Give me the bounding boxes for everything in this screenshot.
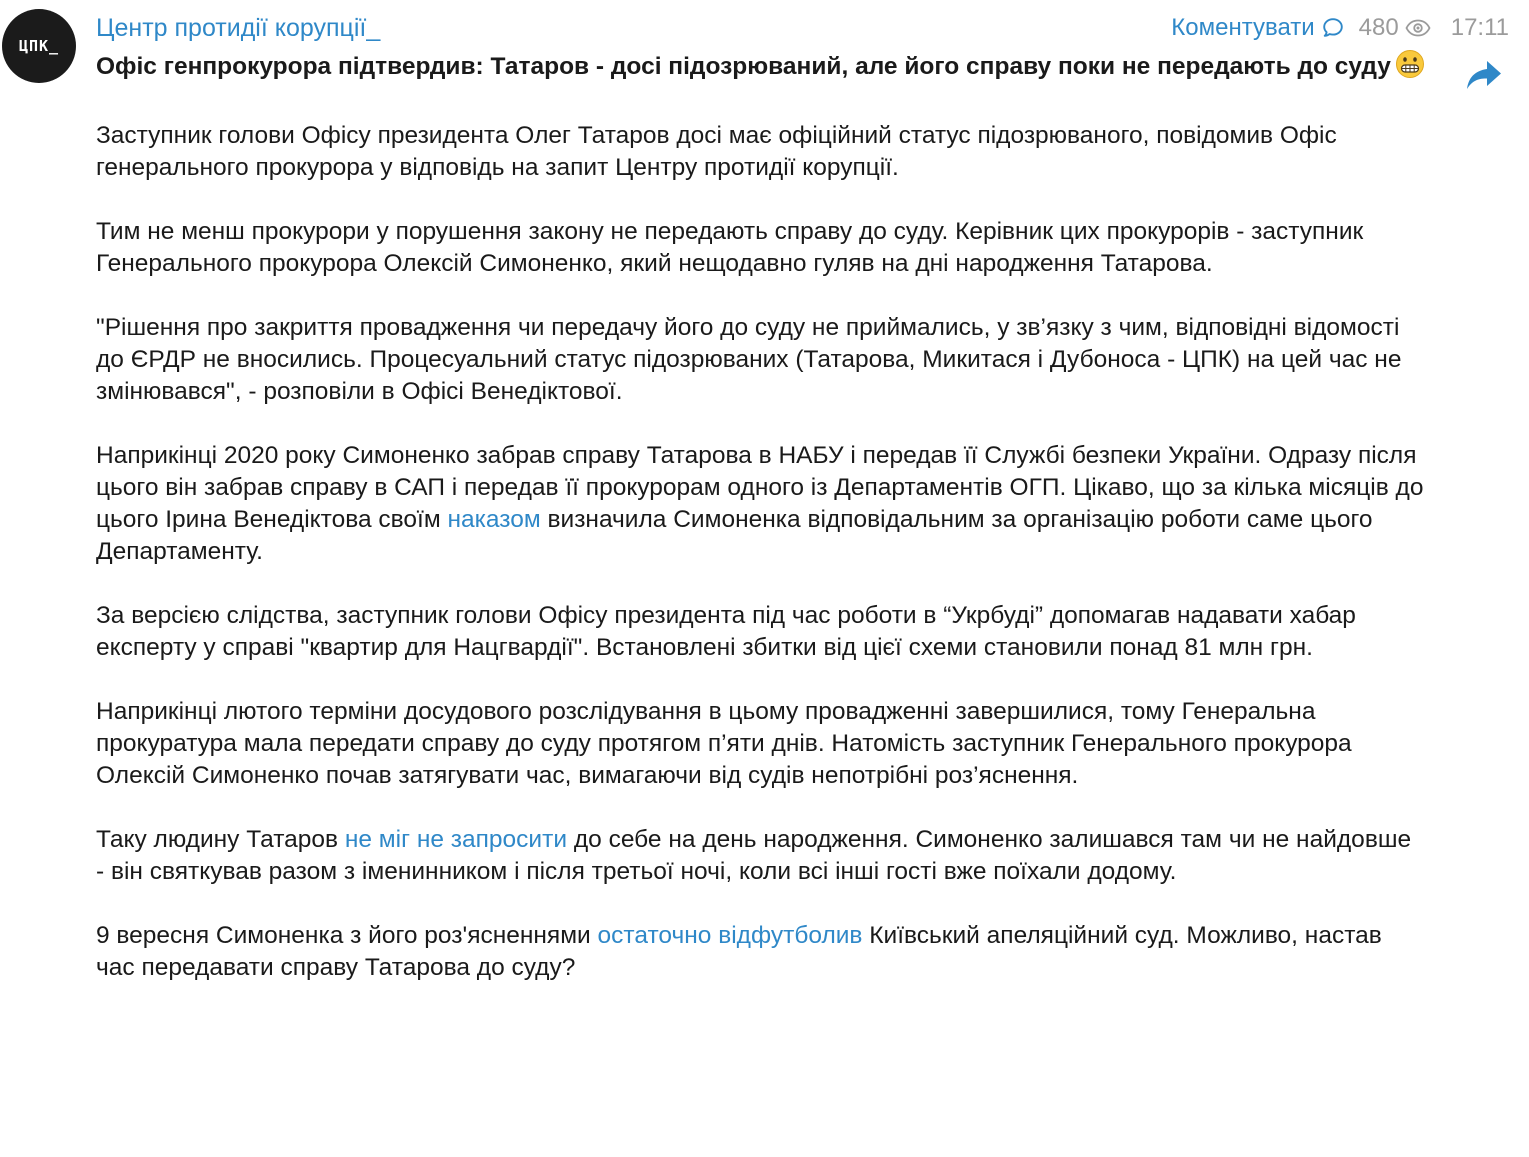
- comment-button[interactable]: Коментувати: [1171, 14, 1315, 41]
- share-button[interactable]: [1465, 58, 1503, 92]
- post-paragraph-8: 9 вересня Симоненка з його роз'ясненнями остаточно відфутболив Київський апеляційний суд. Можливо, настав час передавати справу Татарова до суду?: [96, 922, 1382, 981]
- post-paragraph-2: Тим не менш прокурори у порушення закону не передають справу до суду. Керівник цих прокурорів - заступник Генерального прокурора Олексій Симоненко, який нещодавно гуляв на дні народження Татарова.: [96, 218, 1364, 277]
- avatar-text: ЦПК_: [18, 37, 60, 55]
- channel-avatar[interactable]: [2, 9, 76, 83]
- comment-icon[interactable]: [1321, 16, 1345, 40]
- invite-link[interactable]: не міг не запросити: [344, 826, 568, 853]
- grimacing-face-emoji-icon: [1395, 49, 1425, 88]
- post-paragraph-5: За версією слідства, заступник голови Офісу президента під час роботи в “Укрбуді” допомагав надавати хабар експерту у справі "квартир для Нацгвардії". Встановлені збитки від цієї схеми становили понад 81 млн грн.: [96, 602, 1356, 661]
- post-title: Офіс генпрокурора підтвердив: Татаров - досі підозрюваний, але його справу поки не передають до суду: [96, 49, 1426, 88]
- post-paragraph-1: Заступник голови Офісу президента Олег Татаров досі має офіційний статус підозрюваного, повідомив Офіс генерального прокурора у відповідь на запит Центру протидії корупції.: [96, 122, 1337, 181]
- post-paragraph-7: Таку людину Татаров не міг не запросити до себе на день народження. Симоненко залишався там чи не найдовше - він святкував разом з іменинником і після третьої ночі, коли всі інші гості вже поїхали додому.: [96, 826, 1412, 885]
- share-arrow-icon: [1465, 58, 1503, 92]
- order-link[interactable]: наказом: [447, 506, 541, 533]
- post-paragraph-6: Наприкінці лютого терміни досудового розслідування в цьому провадженні завершилися, тому Генеральна прокуратура мала передати справу до суду протягом п’яти днів. Натомість заступник Генерального прокурора Олексій Симоненко почав затягувати час, вимагаючи від судів непотрібні роз’яснення.: [96, 698, 1352, 789]
- rejected-link[interactable]: остаточно відфутболив: [597, 922, 863, 949]
- post-time: 17:11: [1450, 14, 1509, 41]
- post-paragraph-3: "Рішення про закриття провадження чи передачу його до суду не приймались, у зв’язку з чим, відповідні відомості до ЄРДР не вносились. Процесуальний статус підозрюваних (Татарова, Микитася і Дубоноса - ЦПК) на цей час не змінювався", - розповіли в Офісі Венедіктової.: [96, 314, 1402, 405]
- channel-name[interactable]: Центр протидії корупції_: [96, 14, 381, 42]
- view-count: 480: [1358, 14, 1399, 41]
- post-body: [96, 49, 1426, 984]
- post-meta: [1171, 14, 1509, 42]
- post-paragraph-4: Наприкінці 2020 року Симоненко забрав справу Татарова в НАБУ і передав її Службі безпеки України. Одразу після цього він забрав справу в САП і передав її прокурорам одного із Департаментів ОГП. Цікаво, що за кілька місяців до цього Ірина Венедіктова своїм наказом визначила Симоненка відповідальним за організацію роботи саме цього Департаменту.: [96, 442, 1424, 565]
- eye-icon: [1405, 18, 1431, 38]
